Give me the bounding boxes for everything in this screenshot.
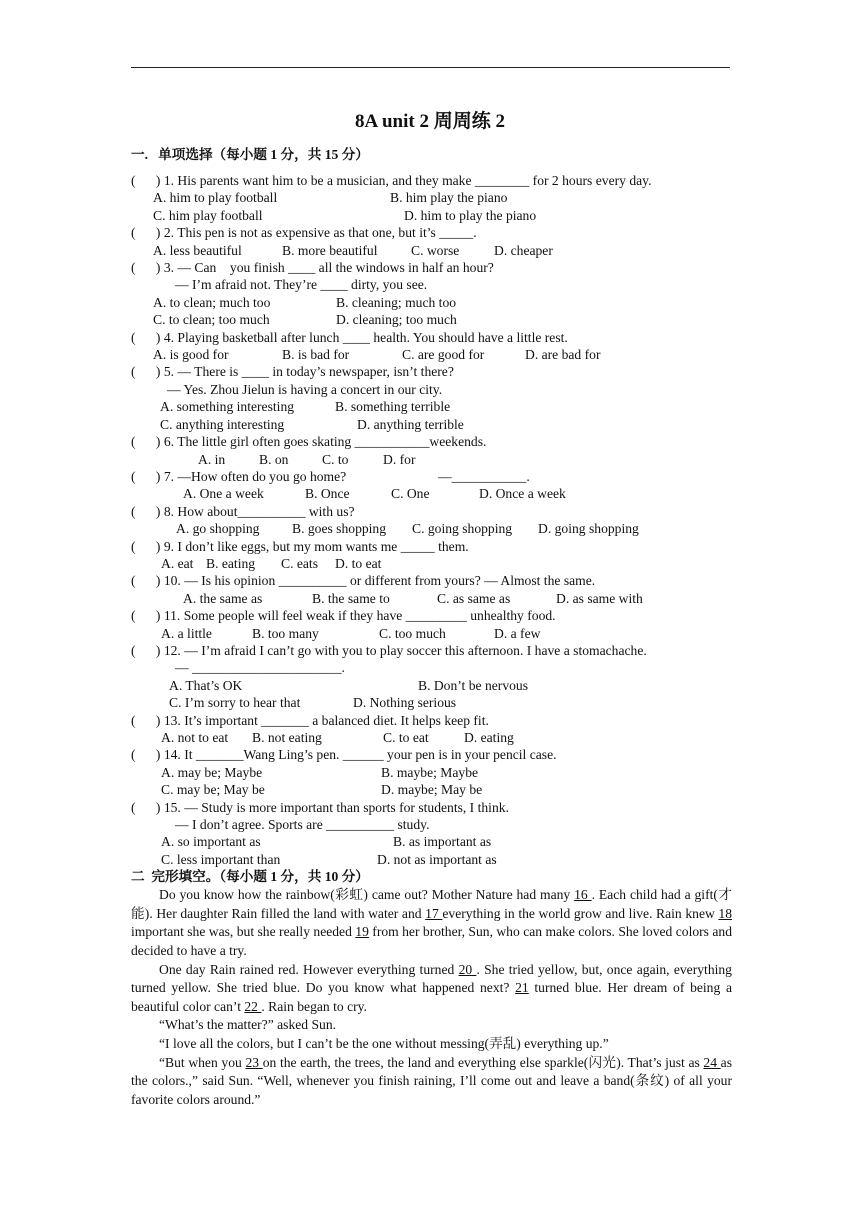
q14-option-c: C. may be; May be [161,782,265,798]
q4-option-d: D. are bad for [525,347,601,363]
q12-option-a: A. That’s OK [169,677,243,693]
q8-option-d: D. going shopping [538,521,639,537]
q5-option-c: C. anything interesting [160,416,285,432]
p1-text-5: from her brother, Sun, who can make colors. She loved colors and decided to have a try. [131,924,732,959]
q7-option-c: C. One [391,486,430,502]
q14-options-row2 [131,781,732,798]
q7-option-d: D. Once a week [479,486,566,502]
p5-text-2: on the earth, the trees, the land and everything else sparkle(闪光). That’s just as [262,1054,704,1070]
q1-option-d: D. him to play the piano [404,207,537,223]
q1-option-a: A. him to play football [153,190,278,206]
question-2: ( ) 2. This pen is not as expensive as that one, but it’s _____. [131,225,477,241]
q15-option-d: D. not as important as [377,851,497,867]
q10-option-b: B. the same to [312,590,390,606]
q12-options-row1 [131,677,732,694]
q11-option-d: D. a few [494,625,541,641]
q4-option-c: C. are good for [402,347,485,363]
section1-heading: 一. 单项选择（每小题 1 分，共 15 分） [131,147,369,162]
blank-23: 23 [245,1054,263,1070]
q2-options [131,242,732,259]
question-1: ( ) 1. His parents want him to be a musician, and they make ________ for 2 hours every day. [131,173,652,188]
q5-option-a: A. something interesting [160,399,295,415]
question-15-line2: — I don’t agree. Sports are __________ study. [175,817,430,833]
q13-option-d: D. eating [464,730,514,745]
p2-text-4: . Rain began to cry. [261,998,367,1014]
question-9: ( ) 9. I don’t like eggs, but my mom wants me _____ them. [131,538,469,554]
q14-option-a: A. may be; Maybe [161,764,263,780]
question-15: ( ) 15. — Study is more important than sports for students, I think. [131,799,509,815]
q7-options [131,485,732,502]
q3-option-c: C. to clean; too much [153,312,270,328]
p1-text-2: . Each child had a gift(才能). Her daughter Rain filled the land with water and [131,887,732,921]
q3-options-row2 [131,311,732,328]
q4-options [131,346,732,363]
q9-options [131,555,732,572]
question-3: ( ) 3. — Can you finish ____ all the windows in half an hour? [131,260,494,276]
q4-option-b: B. is bad for [282,347,350,363]
question-5-line2: — Yes. Zhou Jielun is having a concert in our city. [167,381,443,397]
q12-option-b: B. Don’t be nervous [418,677,528,693]
q9-option-c: C. eats [281,555,318,571]
q8-option-a: A. go shopping [176,521,260,537]
passage-paragraph-3: “What’s the matter?” asked Sun. [159,1017,337,1033]
blank-21: 21 [515,980,529,996]
p2-text-2: . She tried yellow, but, once again, everything turned yellow. She tried blue. Do you know what happened next? [131,961,732,996]
q7-option-b: B. Once [305,486,350,502]
p1-text-4: important she was, but she really needed [131,924,356,940]
q10-option-d: D. as same with [556,590,643,606]
q14-options-row1 [131,764,732,781]
question-3-line2: — I’m afraid not. They’re ____ dirty, you see. [175,277,428,293]
q12-option-c: C. I’m sorry to hear that [169,695,301,711]
q11-options [131,625,732,642]
q11-option-a: A. a little [161,625,212,641]
p5-text-3: as the colors.,” said Sun. “Well, whenever you finish raining, I’ll come out and leave a band(条纹) of all your favorite colors around.” [131,1054,732,1107]
question-10: ( ) 10. — Is his opinion __________ or different from yours? — Almost the same. [131,573,596,589]
q6-options [131,451,732,468]
question-7: ( ) 7. —How often do you go home? [131,468,347,484]
question-14: ( ) 14. It _______Wang Ling’s pen. ______ your pen is in your pencil case. [131,747,557,763]
q9-option-a: A. eat [161,555,194,571]
q14-option-d: D. maybe; May be [381,782,483,798]
q3-option-b: B. cleaning; much too [336,294,457,310]
q15-options-row2 [131,851,732,868]
blank-20: 20 [458,961,477,977]
q11-option-c: C. too much [379,625,446,641]
q2-option-d: D. cheaper [494,242,553,258]
p5-text-1: “But when you [159,1054,246,1070]
q12-option-d: D. Nothing serious [353,695,457,711]
q13-option-c: C. to eat [383,730,429,745]
question-12: ( ) 12. — I’m afraid I can’t go with you to play soccer this afternoon. I have a stomachache. [131,642,647,658]
q3-options-row1 [131,294,732,311]
question-4: ( ) 4. Playing basketball after lunch ____ health. You should have a little rest. [131,329,568,345]
blank-19: 19 [355,924,369,940]
q5-options-row1 [131,398,732,415]
q6-option-c: C. to [322,451,349,467]
question-6: ( ) 6. The little girl often goes skating ___________weekends. [131,434,487,450]
q15-option-b: B. as important as [393,834,492,850]
q2-option-a: A. less beautiful [153,242,242,258]
p2-text-3: turned blue. Her dream of being a beautiful color can’t [131,980,732,1014]
section2-heading: 二 完形填空。（每小题 1 分，共 10 分） [131,869,369,885]
q5-options-row2 [131,416,732,433]
q13-option-a: A. not to eat [161,730,229,745]
question-12-line2: — ______________________. [175,660,345,676]
blank-17: 17 [425,905,443,921]
question-13: ( ) 13. It’s important _______ a balanced diet. It helps keep fit. [131,712,489,728]
q6-option-b: B. on [259,451,289,467]
p1-text-3: everything in the world grow and live. Rain knew [442,905,719,921]
q1-options-row2 [131,207,732,224]
q12-options-row2 [131,694,732,711]
q14-option-b: B. maybe; Maybe [381,764,479,780]
q3-option-a: A. to clean; much too [153,294,271,310]
blank-24: 24 [703,1054,721,1070]
passage-paragraph-5 [131,1054,732,1110]
q1-option-b: B. him play the piano [390,190,508,206]
q15-option-c: C. less important than [161,851,281,867]
passage-paragraph-2 [131,961,732,1017]
question-7-answer-blank: —___________. [438,468,530,484]
q9-option-b: B. eating [206,555,256,571]
q2-option-b: B. more beautiful [282,242,378,258]
q8-option-c: C. going shopping [412,521,513,537]
blank-22: 22 [244,998,262,1014]
q8-option-b: B. goes shopping [292,521,387,537]
q9-option-d: D. to eat [335,555,382,571]
q6-option-a: A. in [198,451,226,467]
q6-option-d: D. for [383,451,416,467]
q2-option-c: C. worse [411,242,460,258]
passage-paragraph-1 [131,886,732,960]
q1-options-row1 [131,189,732,206]
blank-16: 16 [574,887,592,903]
q8-options [131,520,732,537]
q13-option-b: B. not eating [252,730,322,745]
page-title: 8A unit 2 周周练 2 [355,111,505,132]
q15-option-a: A. so important as [161,834,261,850]
blank-18: 18 [718,905,732,921]
question-7-row [131,468,732,485]
q13-options [131,729,732,746]
question-11: ( ) 11. Some people will feel weak if they have _________ unhealthy food. [131,608,556,624]
q10-options [131,590,732,607]
q10-option-a: A. the same as [183,590,263,606]
p1-text-1: Do you know how the rainbow(彩虹) came out? Mother Nature had many [159,887,575,903]
p2-text-1: One day Rain rained red. However everything turned [159,961,459,977]
q3-option-d: D. cleaning; too much [336,312,457,328]
q1-option-c: C. him play football [153,207,263,223]
q15-options-row1 [131,833,732,850]
question-5: ( ) 5. — There is ____ in today’s newspaper, isn’t there? [131,364,454,380]
passage-paragraph-4: “I love all the colors, but I can’t be the one without messing(弄乱) everything up.” [159,1036,609,1051]
q5-option-b: B. something terrible [335,399,451,415]
q5-option-d: D. anything terrible [357,416,464,432]
q11-option-b: B. too many [252,625,319,641]
worksheet-body [131,146,732,1109]
question-8: ( ) 8. How about__________ with us? [131,503,355,519]
q10-option-c: C. as same as [437,590,511,606]
top-rule [131,67,730,68]
q4-option-a: A. is good for [153,347,229,363]
q7-option-a: A. One a week [183,486,264,502]
